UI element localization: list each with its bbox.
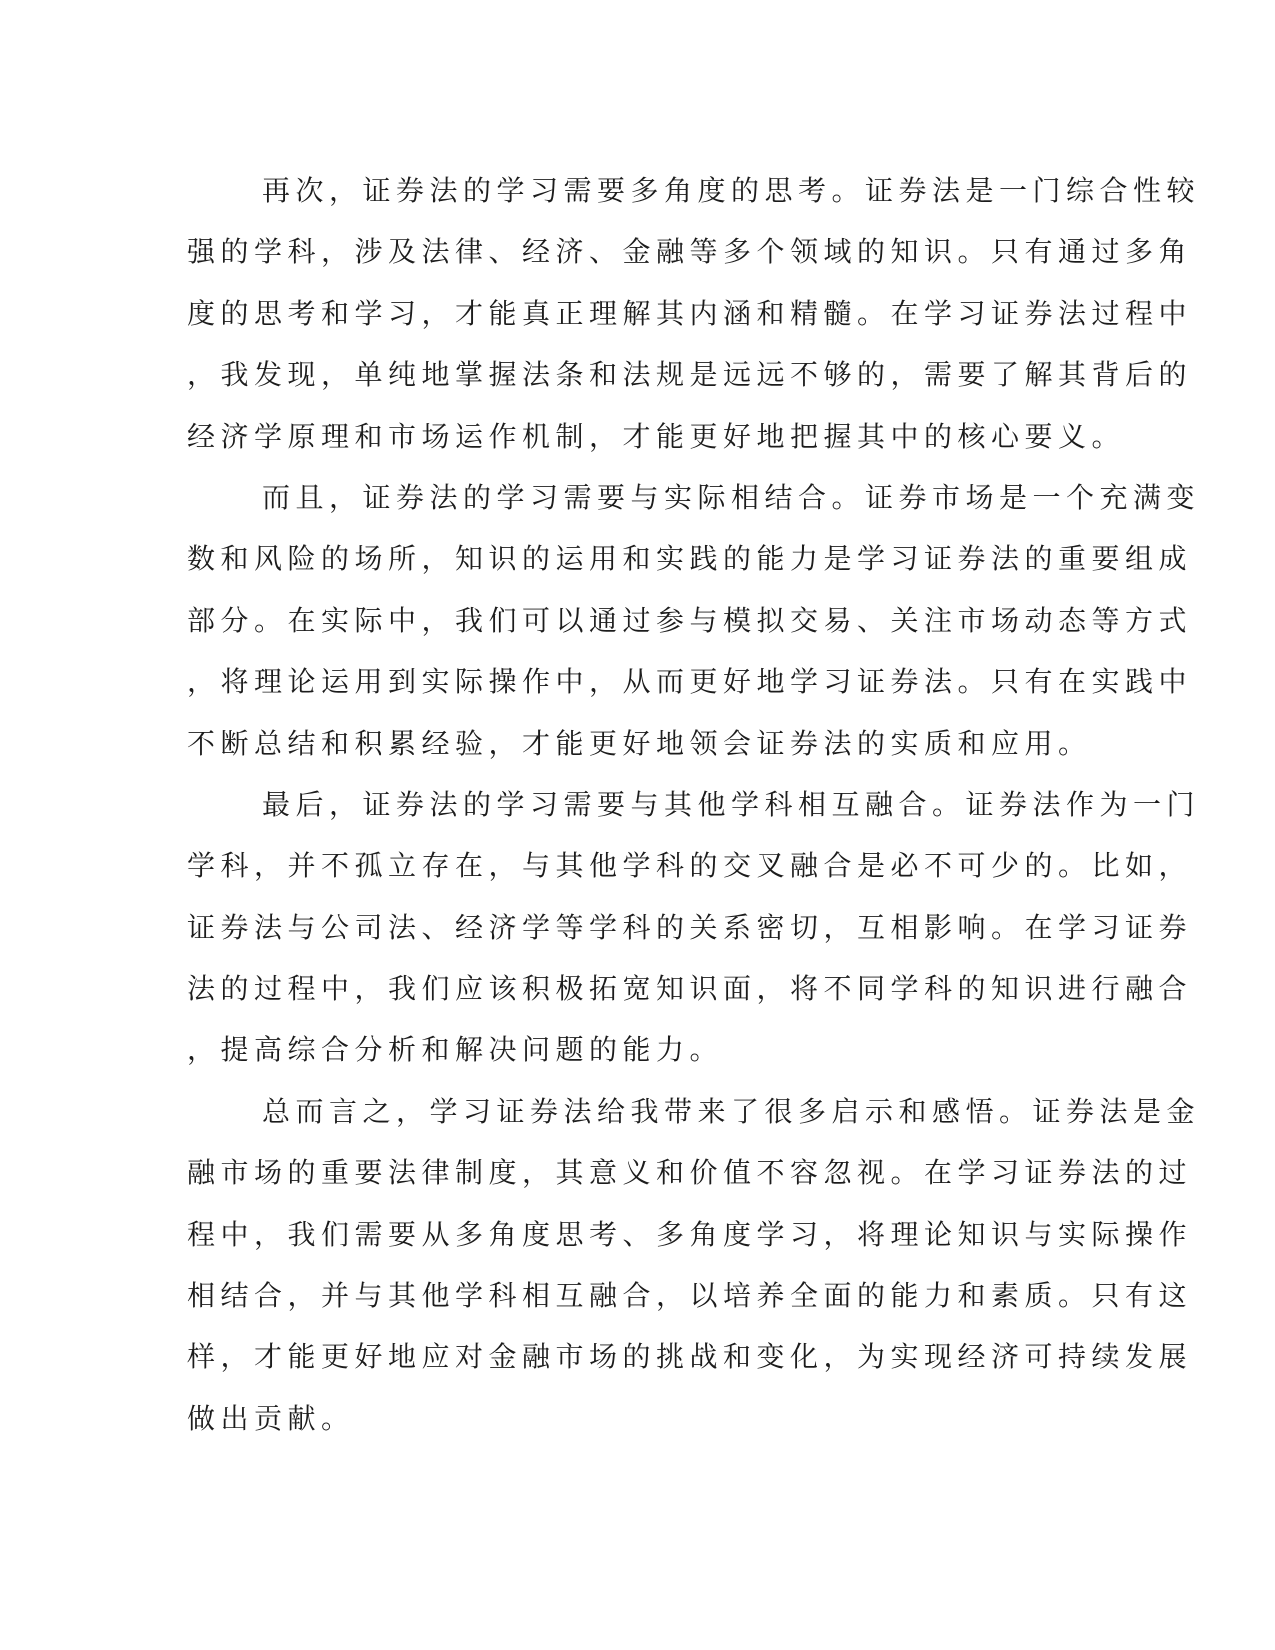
text-line: 学科，并不孤立存在，与其他学科的交叉融合是必不可少的。比如，: [187, 849, 1193, 883]
text-line: 证券法与公司法、经济学等学科的关系密切，互相影响。在学习证券: [187, 910, 1193, 944]
text-line: ，提高综合分析和解决问题的能力。: [187, 1033, 724, 1067]
paragraph-practice: [187, 467, 1201, 774]
text-line: ，我发现，单纯地掌握法条和法规是远远不够的，需要了解其背后的: [187, 358, 1193, 392]
paragraph-multi-angle-thinking: [187, 160, 1201, 467]
paragraph-conclusion: [187, 1081, 1201, 1449]
text-line: 法的过程中，我们应该积极拓宽知识面，将不同学科的知识进行融合: [187, 972, 1193, 1006]
text-line: 不断总结和积累经验，才能更好地领会证券法的实质和应用。: [187, 726, 1092, 760]
text-line: 样，才能更好地应对金融市场的挑战和变化，为实现经济可持续发展: [187, 1340, 1193, 1374]
text-line: 融市场的重要法律制度，其意义和价值不容忽视。在学习证券法的过: [187, 1156, 1193, 1190]
text-line: 相结合，并与其他学科相互融合，以培养全面的能力和素质。只有这: [187, 1279, 1193, 1313]
text-line: 总而言之，学习证券法给我带来了很多启示和感悟。证券法是金: [262, 1094, 1201, 1128]
text-line: 再次，证券法的学习需要多角度的思考。证券法是一门综合性较: [262, 174, 1201, 207]
paragraph-interdisciplinary: [187, 774, 1201, 1081]
text-line: 而且，证券法的学习需要与实际相结合。证券市场是一个充满变: [262, 480, 1201, 514]
text-line: 强的学科，涉及法律、经济、金融等多个领域的知识。只有通过多角: [187, 235, 1193, 269]
text-line: 程中，我们需要从多角度思考、多角度学习，将理论知识与实际操作: [187, 1217, 1193, 1251]
text-line: 最后，证券法的学习需要与其他学科相互融合。证券法作为一门: [262, 787, 1201, 821]
text-line: 做出贡献。: [187, 1401, 355, 1435]
text-line: 数和风险的场所，知识的运用和实践的能力是学习证券法的重要组成: [187, 542, 1193, 576]
text-line: 经济学原理和市场运作机制，才能更好地把握其中的核心要义。: [187, 419, 1126, 453]
document-body: [187, 160, 1201, 1449]
text-line: 部分。在实际中，我们可以通过参与模拟交易、关注市场动态等方式: [187, 603, 1193, 637]
text-line: ，将理论运用到实际操作中，从而更好地学习证券法。只有在实践中: [187, 665, 1193, 699]
text-line: 度的思考和学习，才能真正理解其内涵和精髓。在学习证券法过程中: [187, 296, 1193, 330]
